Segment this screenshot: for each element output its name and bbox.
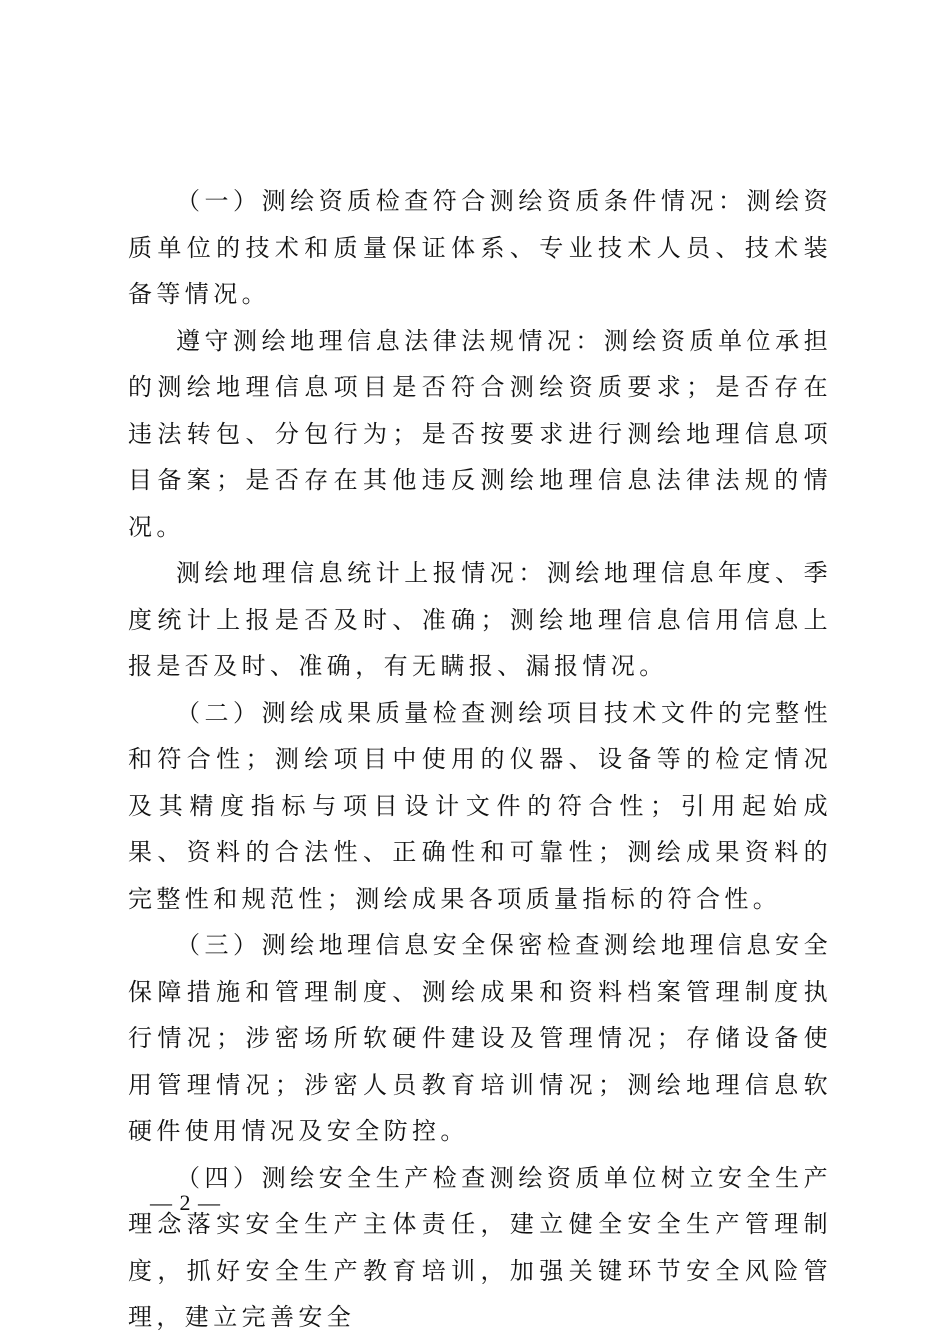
paragraph-safety-production: （四）测绘安全生产检查测绘资质单位树立安全生产理念落实安全生产主体责任，建立健全安全生产管理制度，抓好安全生产教育培训，加强关键环节安全风险管理，建立完善安全: [128, 1163, 832, 1331]
paragraph-statistics-reporting: 测绘地理信息统计上报情况：测绘地理信息年度、季度统计上报是否及时、准确；测绘地理信息信用信息上报是否及时、准确，有无瞒报、漏报情况。: [128, 559, 832, 680]
page-number: — 2 —: [150, 1190, 221, 1215]
paragraph-security-check: （三）测绘地理信息安全保密检查测绘地理信息安全保障措施和管理制度、测绘成果和资料档案管理制度执行情况；涉密场所软硬件建设及管理情况；存储设备使用管理情况；涉密人员教育培训情况；测绘地理信息软硬件使用情况及安全防控。: [128, 931, 832, 1145]
paragraph-law-compliance: 遵守测绘地理信息法律法规情况：测绘资质单位承担的测绘地理信息项目是否符合测绘资质要求；是否存在违法转包、分包行为；是否按要求进行测绘地理信息项目备案；是否存在其他违反测绘地理信息法律法规的情况。: [128, 326, 832, 541]
paragraph-quality-check: （二）测绘成果质量检查测绘项目技术文件的完整性和符合性；测绘项目中使用的仪器、设备等的检定情况及其精度指标与项目设计文件的符合性；引用起始成果、资料的合法性、正确性和可靠性；测绘成果资料的完整性和规范性；测绘成果各项质量指标的符合性。: [128, 698, 832, 913]
document-body: [128, 178, 832, 1341]
paragraph-qualification-check: （一）测绘资质检查符合测绘资质条件情况：测绘资质单位的技术和质量保证体系、专业技术人员、技术装备等情况。: [128, 187, 832, 308]
